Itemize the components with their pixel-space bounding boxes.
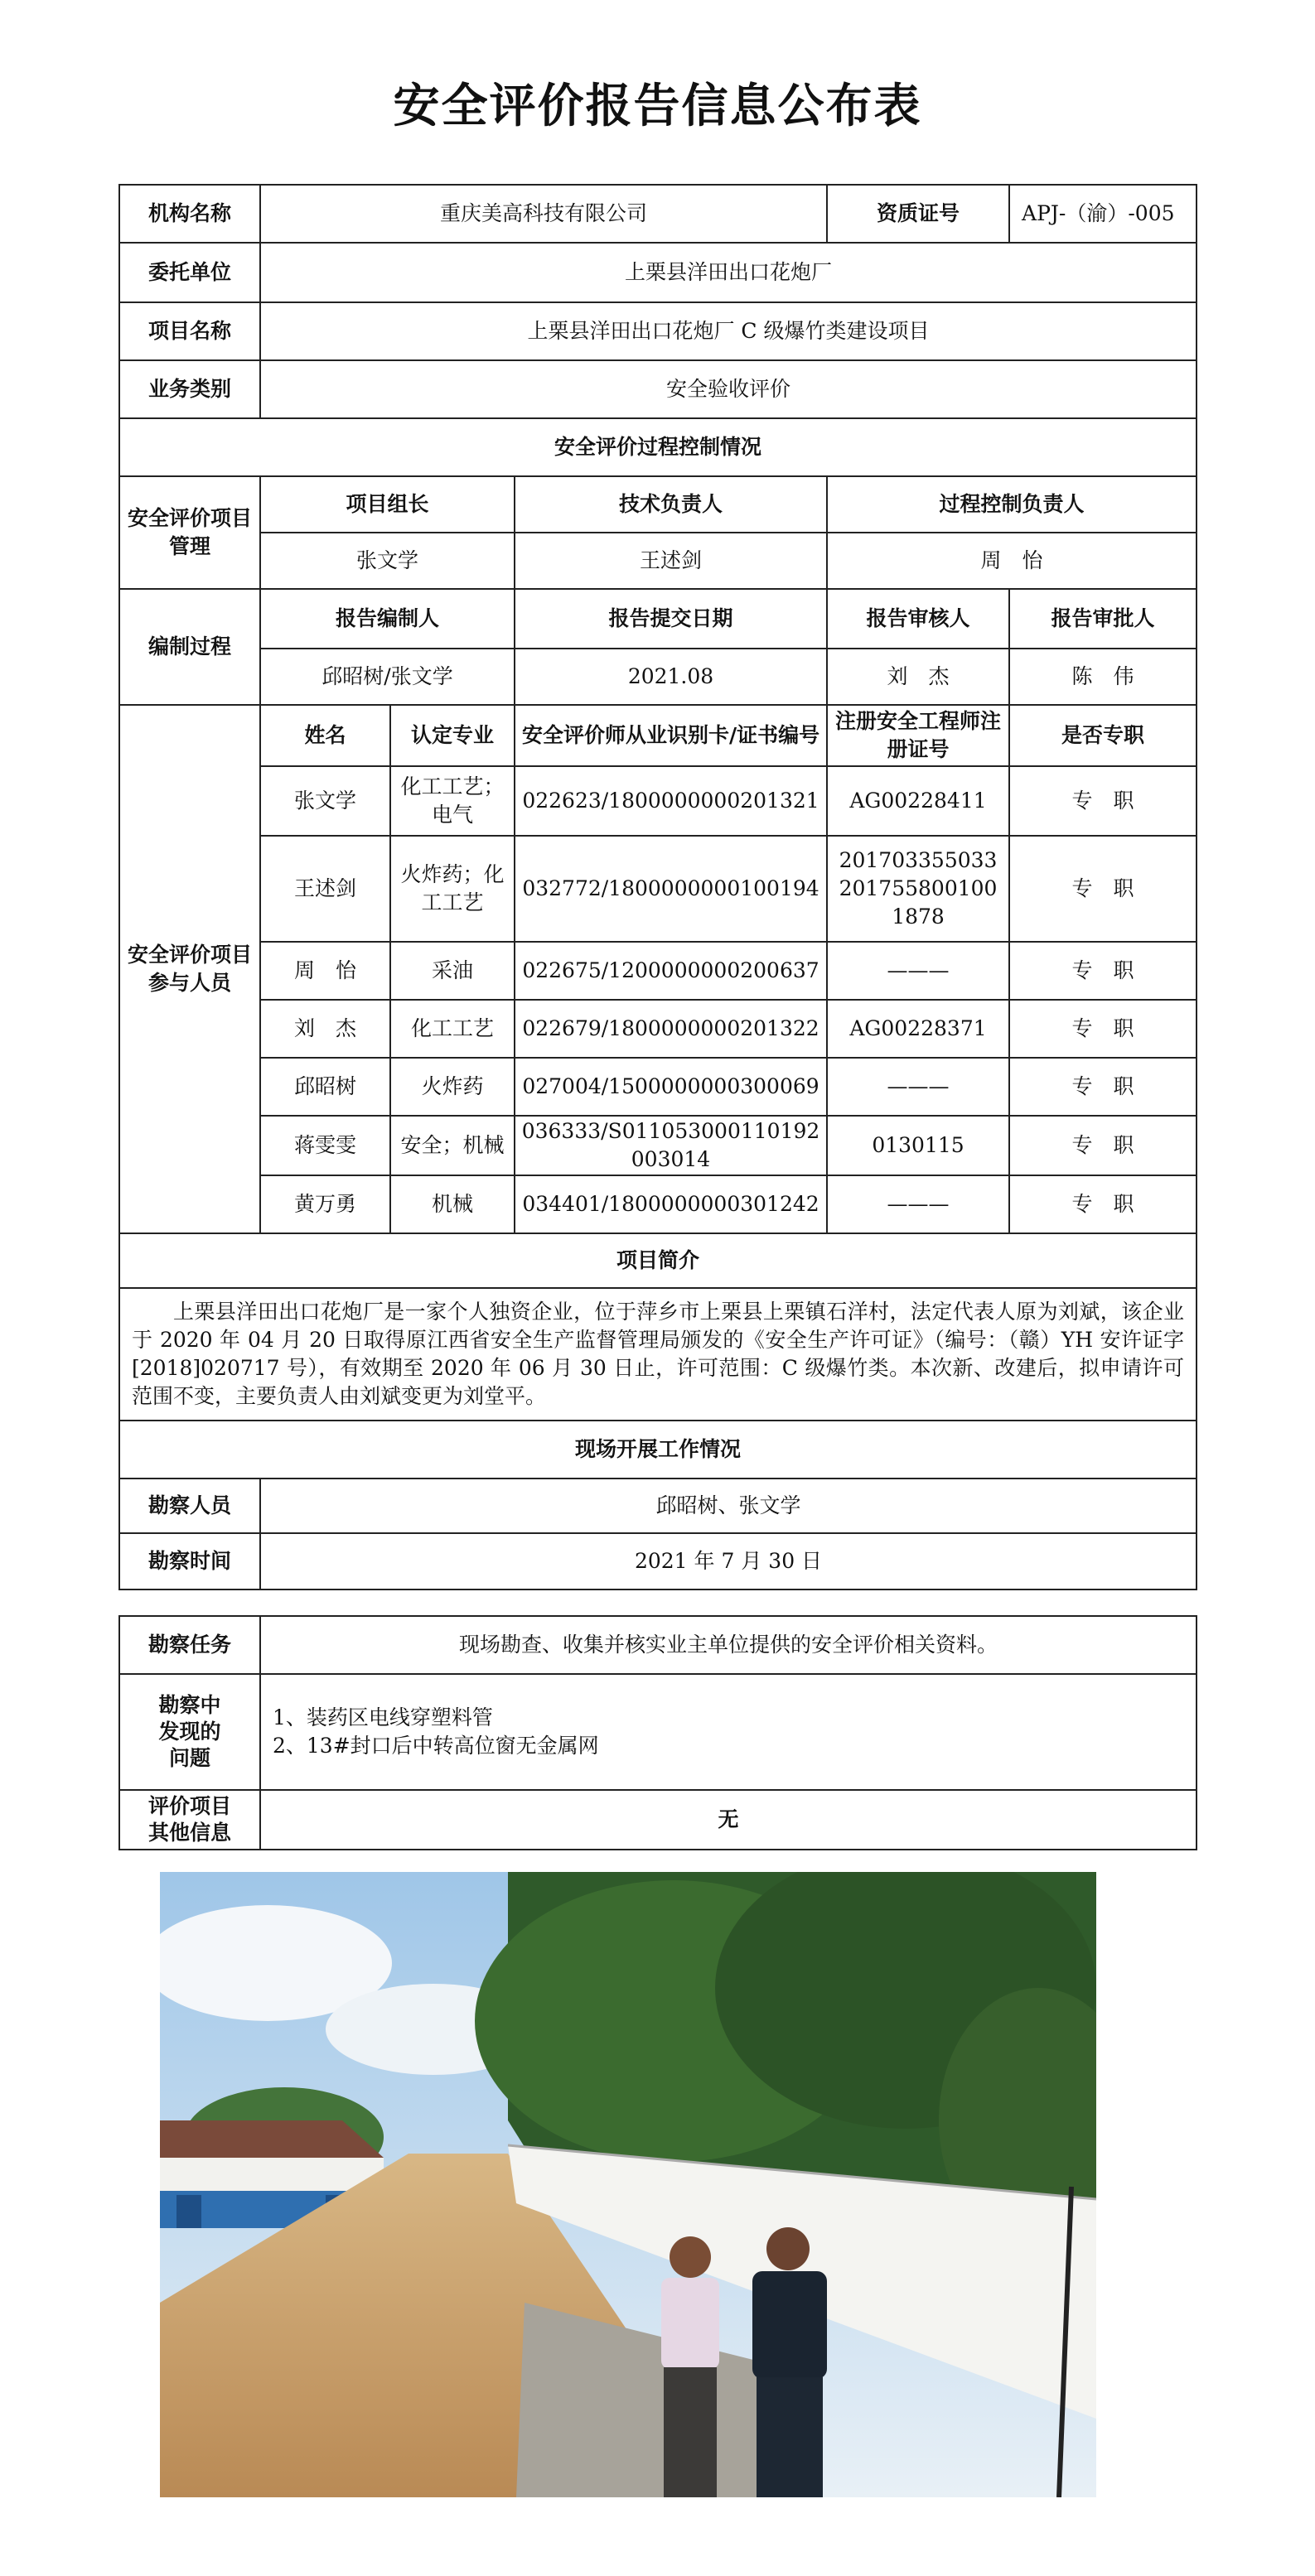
staff-reg: ———: [827, 942, 1009, 1000]
staff-row: [119, 1000, 1197, 1058]
other-info-value: 无: [260, 1790, 1197, 1850]
staff-major: 化工工艺；电气: [390, 766, 515, 836]
compile-header-date: 报告提交日期: [515, 589, 827, 649]
staff-major: 机械: [390, 1175, 515, 1233]
site-section-title: 现场开展工作情况: [119, 1421, 1197, 1479]
staff-header-card: 安全评价师从业识别卡/证书编号: [515, 705, 827, 766]
staff-fulltime: 专 职: [1009, 836, 1197, 942]
compile-label: 编制过程: [119, 589, 260, 705]
type-value: 安全验收评价: [260, 360, 1197, 418]
type-label: 业务类别: [119, 360, 260, 418]
staff-fulltime: 专 职: [1009, 1175, 1197, 1233]
staff-row: [119, 836, 1197, 942]
staff-reg: ———: [827, 1058, 1009, 1116]
mgmt-label: 安全评价项目管理: [119, 476, 260, 589]
project-label: 项目名称: [119, 302, 260, 360]
task-value: 现场勘查、收集并核实业主单位提供的安全评价相关资料。: [260, 1616, 1197, 1674]
compile-value-author: 邱昭树/张文学: [260, 649, 515, 705]
staff-name: 黄万勇: [260, 1175, 390, 1233]
staff-name: 刘 杰: [260, 1000, 390, 1058]
compile-header-approver: 报告审批人: [1009, 589, 1197, 649]
staff-reg: ———: [827, 1175, 1009, 1233]
inspection-time-value: 2021 年 7 月 30 日: [260, 1533, 1197, 1589]
site-photo: [160, 1872, 1096, 2497]
staff-reg: 201703355033201755800100 1878: [827, 836, 1009, 942]
cert-value: APJ-（渝）-005: [1009, 185, 1197, 243]
staff-card: 032772/1800000000100194: [515, 836, 827, 942]
staff-name: 邱昭树: [260, 1058, 390, 1116]
staff-fulltime: 专 职: [1009, 1000, 1197, 1058]
inspection-time-label: 勘察时间: [119, 1533, 260, 1589]
site-detail-table: [118, 1615, 1197, 1850]
page-title: 安全评价报告信息公布表: [393, 80, 922, 133]
staff-card: 034401/1800000000301242: [515, 1175, 827, 1233]
staff-major: 火炸药: [390, 1058, 515, 1116]
staff-major: 安全；机械: [390, 1116, 515, 1175]
other-info-label: [119, 1790, 260, 1850]
mgmt-value-tech: 王述剑: [515, 533, 827, 589]
staff-fulltime: 专 职: [1009, 1116, 1197, 1175]
org-value: 重庆美高科技有限公司: [260, 185, 827, 243]
mgmt-header-process: 过程控制负责人: [827, 476, 1197, 533]
inspectors-value: 邱昭树、张文学: [260, 1479, 1197, 1533]
staff-header-major: 认定专业: [390, 705, 515, 766]
staff-name: 蒋雯雯: [260, 1116, 390, 1175]
compile-value-approver: 陈 伟: [1009, 649, 1197, 705]
staff-reg: 0130115: [827, 1116, 1009, 1175]
intro-text: 上栗县洋田出口花炮厂是一家个人独资企业，位于萍乡市上栗县上栗镇石洋村，法定代表人原为刘斌，该企业于 2020 年 04 月 20 日取得原江西省安全生产监督管理局颁发的《安全生产许可证》（编号：（赣）YH 安许证字[2018]020717 号），有效期至 2020 年 06 月 30 日止，许可范围：C 级爆竹类。本次新、改建后，拟申请许可范围不变，主要负责人由刘斌变更为刘堂平。: [119, 1288, 1197, 1421]
issue-item: 1、装药区电线穿塑料管: [273, 1705, 493, 1729]
staff-major: 采油: [390, 942, 515, 1000]
staff-major: 化工工艺: [390, 1000, 515, 1058]
issue-item: 2、13#封口后中转高位窗无金属网: [273, 1734, 599, 1758]
mgmt-header-tech: 技术负责人: [515, 476, 827, 533]
cert-label: 资质证号: [827, 185, 1009, 243]
client-value: 上栗县洋田出口花炮厂: [260, 243, 1197, 302]
staff-header-reg: 注册安全工程师注册证号: [827, 705, 1009, 766]
other-info-label-text: 评价项目其他信息: [148, 1794, 232, 1845]
staff-row: [119, 942, 1197, 1000]
staff-name: 张文学: [260, 766, 390, 836]
issues-label: [119, 1674, 260, 1790]
staff-card: 022675/1200000000200637: [515, 942, 827, 1000]
process-section-title: 安全评价过程控制情况: [119, 418, 1197, 476]
staff-header-name: 姓名: [260, 705, 390, 766]
client-label: 委托单位: [119, 243, 260, 302]
staff-fulltime: 专 职: [1009, 766, 1197, 836]
staff-fulltime: 专 职: [1009, 942, 1197, 1000]
org-label: 机构名称: [119, 185, 260, 243]
staff-major: 火炸药；化工工艺: [390, 836, 515, 942]
staff-row: [119, 766, 1197, 836]
compile-header-author: 报告编制人: [260, 589, 515, 649]
staff-row: [119, 1116, 1197, 1175]
staff-header-fulltime: 是否专职: [1009, 705, 1197, 766]
staff-reg: AG00228411: [827, 766, 1009, 836]
info-table: [118, 184, 1197, 1590]
issues-list: [260, 1674, 1197, 1790]
staff-card: 027004/1500000000300069: [515, 1058, 827, 1116]
staff-row: [119, 1175, 1197, 1233]
project-value: 上栗县洋田出口花炮厂 C 级爆竹类建设项目: [260, 302, 1197, 360]
staff-card: 022679/1800000000201322: [515, 1000, 827, 1058]
mgmt-value-leader: 张文学: [260, 533, 515, 589]
issues-label-text: 勘察中发现的问题: [158, 1693, 221, 1770]
staff-card: 022623/1800000000201321: [515, 766, 827, 836]
staff-name: 王述剑: [260, 836, 390, 942]
mgmt-header-leader: 项目组长: [260, 476, 515, 533]
compile-value-date: 2021.08: [515, 649, 827, 705]
intro-section-title: 项目简介: [119, 1233, 1197, 1288]
staff-fulltime: 专 职: [1009, 1058, 1197, 1116]
staff-label: 安全评价项目参与人员: [119, 705, 260, 1233]
staff-card: 036333/S011053000110192003014: [515, 1116, 827, 1175]
staff-row: [119, 1058, 1197, 1116]
mgmt-value-process: 周 怡: [827, 533, 1197, 589]
compile-header-reviewer: 报告审核人: [827, 589, 1009, 649]
inspectors-label: 勘察人员: [119, 1479, 260, 1533]
compile-value-reviewer: 刘 杰: [827, 649, 1009, 705]
staff-name: 周 怡: [260, 942, 390, 1000]
task-label: 勘察任务: [119, 1616, 260, 1674]
staff-reg: AG00228371: [827, 1000, 1009, 1058]
